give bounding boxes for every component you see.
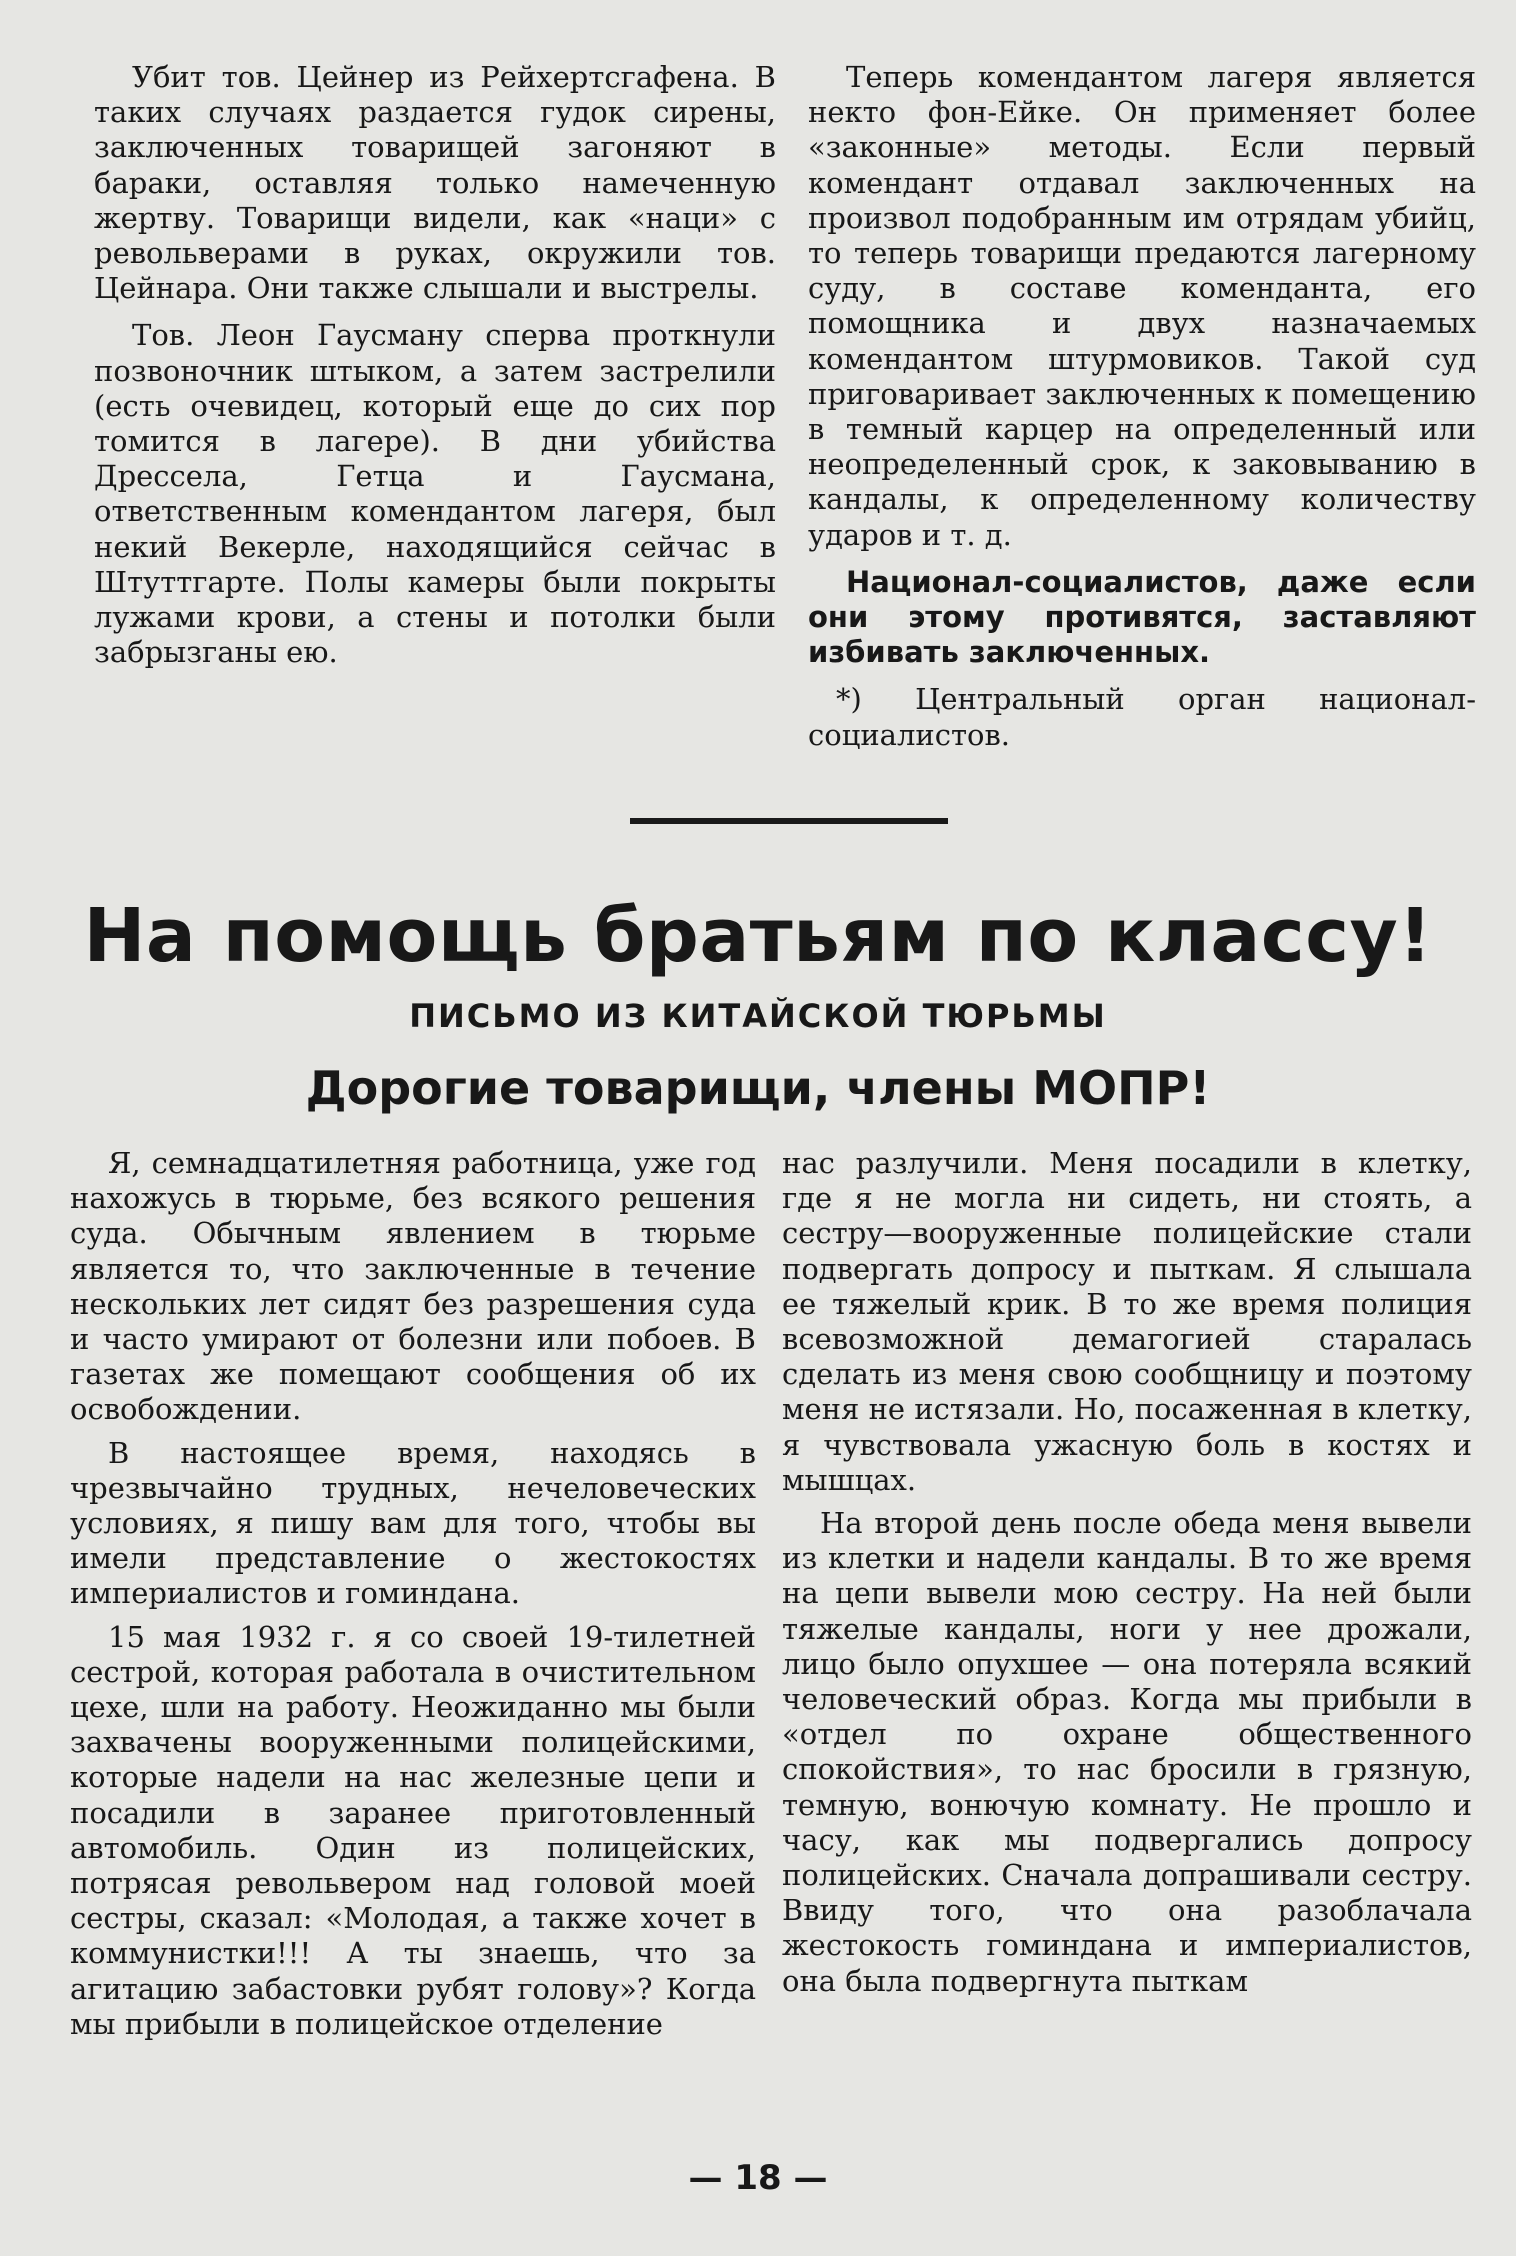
paragraph: Теперь комендантом лагеря является некто фон-Ейке. Он применяет более «законные» методы. Если первый комендант отдавал заключенных на произвол подобранным им отрядам убийц, то теперь товарищи предаются лагерному суду, в составе коменданта, его помощника и двух назначаемых комендантом штурмовиков. Такой суд приговаривает заключенных к помещению в темный карцер на определенный или неопределенный срок, к заковыванию в кандалы, к определенному количеству ударов и т. д. (808, 60, 1476, 552)
paragraph: Тов. Леон Гаусману сперва проткнули позвоночник штыком, а затем застрелили (есть очевидец, который еще до сих пор томится в лагере). В дни убийства Дрессела, Гетца и Гаусмана, ответственным комендантом лагеря, был некий Векерле, находящийся сейчас в Штуттгарте. Полы камеры были покрыты лужами крови, а стены и потолки были забрызганы ею. (94, 318, 776, 670)
article-headline: На помощь братьям по классу! (83, 893, 1433, 979)
letter-right-column (782, 1146, 1472, 2007)
bold-paragraph: Национал-социалистов, даже если они этому противятся, заставляют избивать заключенных. (808, 564, 1476, 670)
top-left-column (94, 60, 776, 682)
letter-left-column (70, 1146, 756, 2050)
footnote: *) Центральный орган национал-социалистов. (808, 682, 1476, 752)
paragraph: На второй день после обеда меня вывели из клетки и надели кандалы. В то же время на цепи вывели мою сестру. На ней были тяжелые кандалы, ноги у нее дрожали, лицо было опухшее — она потеряла всякий человеческий образ. Когда мы прибыли в «отдел по охране общественного спокойствия», то нас бросили в грязную, темную, вонючую комнату. Не прошло и часу, как мы подвергались допросу полицейских. Сначала допрашивали сестру. Ввиду того, что она разоблачала жестокость гоминдана и империалистов, она была подвергнута пыткам (782, 1506, 1472, 1998)
paragraph: В настоящее время, находясь в чрезвычайно трудных, нечеловеческих условиях, я пишу вам для того, чтобы вы имели представление о жестокостях империалистов и гоминдана. (70, 1435, 756, 1611)
section-divider (630, 818, 948, 824)
paragraph: 15 мая 1932 г. я со своей 19-тилетней сестрой, которая работала в очистительном цехе, шли на работу. Неожиданно мы были захвачены вооруженными полицейскими, которые надели на нас железные цепи и посадили в заранее приготовленный автомобиль. Один из полицейских, потрясая револьвером над головой моей сестры, сказал: «Молодая, а также хочет в коммунистки!!! А ты знаешь, что за агитацию забастовки рубят голову»? Когда мы прибыли в полицейское отделение (70, 1619, 756, 2041)
letter-greeting: Дорогие товарищи, члены МОПР! (305, 1061, 1211, 1115)
paragraph: Убит тов. Цейнер из Рейхертсгафена. В таких случаях раздается гудок сирены, заключенных товарищей загоняют в бараки, оставляя только намеченную жертву. Товарищи видели, как «наци» с револьверами в руках, окружили тов. Цейнара. Они также слышали и выстрелы. (94, 60, 776, 306)
article-subheadline: ПИСЬМО ИЗ КИТАЙСКОЙ ТЮРЬМЫ (409, 997, 1107, 1035)
page-number: — 18 — (688, 2158, 828, 2198)
paragraph: Я, семнадцатилетняя работница, уже год нахожусь в тюрьме, без всякого решения суда. Обычным явлением в тюрьме является то, что заключенные в течение нескольких лет сидят без разрешения суда и часто умирают от болезни или побоев. В газетах же помещают сообщения об их освобождении. (70, 1146, 756, 1427)
paragraph: нас разлучили. Меня посадили в клетку, где я не могла ни сидеть, ни стоять, а сестру—вооруженные полицейские стали подвергать допросу и пыткам. Я слышала ее тяжелый крик. В то же время полиция всевозможной демагогией старалась сделать из меня свою сообщницу и поэтому меня не истязали. Но, посаженная в клетку, я чувствовала ужасную боль в костях и мышцах. (782, 1146, 1472, 1497)
top-right-column (808, 60, 1476, 765)
